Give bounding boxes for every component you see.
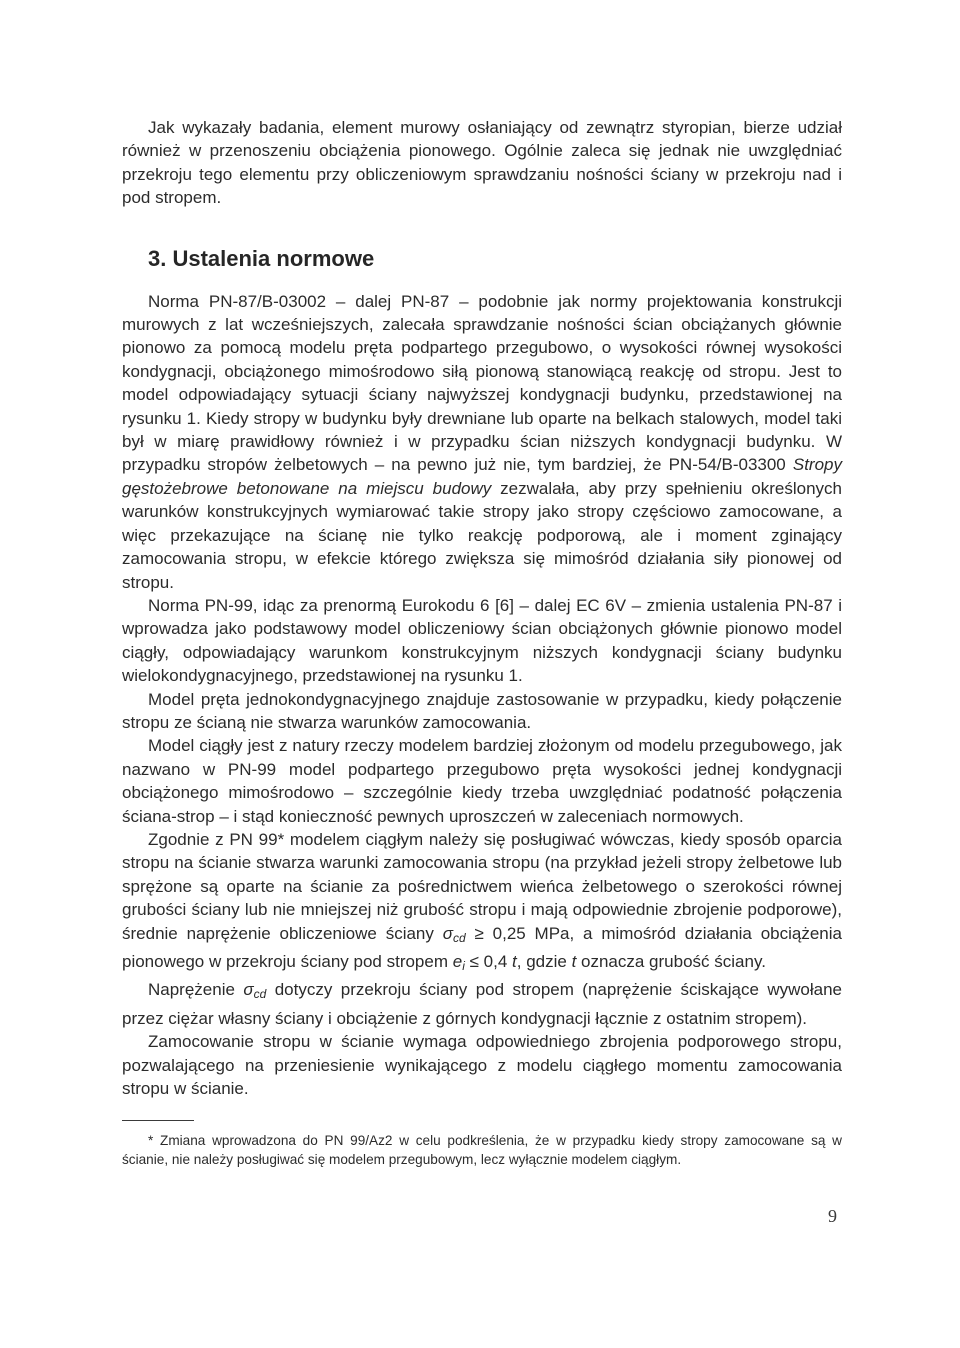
conditions-text-b: ≥ 0,25 MPa, a mimośród działania obciążenia pionowego w przekroju ściany pod stropem	[122, 923, 842, 971]
eccentricity-symbol: e	[452, 952, 463, 971]
paragraph-continuous-model-conditions	[122, 828, 842, 978]
stress-text-a: Naprężenie	[148, 980, 244, 1000]
eccentricity-subscript: i	[462, 959, 465, 973]
paragraph-fixing-reinforcement: Zamocowanie stropu w ścianie wymaga odpowiedniego zbrojenia podporowego stropu, pozwalającego na przeniesienie wynikającego z modelu ciągłego momentu zamocowania stropu w ścianie.	[122, 1032, 842, 1099]
sigma-symbol-2: σ	[243, 980, 254, 1000]
thickness-symbol: t	[512, 952, 517, 971]
paragraph-stress-definition	[122, 978, 842, 1030]
thickness-symbol-2: t	[571, 952, 577, 971]
sigma-subscript: cd	[452, 930, 466, 945]
conditions-text-e: oznacza grubość ściany.	[576, 952, 766, 971]
footnote-divider	[122, 1120, 194, 1121]
standard-title-italic: Stropy gęstożebrowe betonowane na miejscu budowy	[122, 455, 842, 498]
paragraph-pn99: Norma PN-99, idąc za prenormą Eurokodu 6 [6] – dalej EC 6V – zmienia ustalenia PN-87 i wprowadza jako podstawowy model obliczeniowy ścian obciążonych głównie pionowo model ciągły, odpowiadający warunkom konstrukcyjnym niższych kondygnacji ściany budynku wielokondygnacyjnego, przedstawionej na rysunku 1.	[122, 595, 842, 686]
paragraph-single-storey-model: Model pręta jednokondygnacyjnego znajduje zastosowanie w przypadku, kiedy połączenie stropu ze ścianą nie stwarza warunków zamocowania.	[122, 689, 842, 732]
stress-text-b: dotyczy przekroju ściany pod stropem (naprężenie ściskające wywołane przez ciężar własny ściany i obciążenie z górnych kondygnacji łącznie z ostatnim stropem).	[122, 980, 842, 1028]
paragraph-continuous-model: Model ciągły jest z natury rzeczy modelem bardziej złożonym od modelu przegubowego, jak nazwano w PN-99 model podpartego przegubowo pręta wysokości jednej kondygnacji obciążonego mimośrodowo – szczególnie kiedy trzeba uwzględniać podatność połączenia ściana-strop – i stąd konieczność pewnych uproszczeń w zaleceniach normowych.	[122, 736, 842, 826]
paragraph-pn87-text-a: Norma PN-87/B-03002 – dalej PN-87 – podobnie jak normy projektowania konstrukcji murowych z lat wcześniejszych, zalecała sprawdzanie nośności ścian obciążanych głównie pionowo za pomocą modelu pręta podpartego przegubowo, o wysokości równej wysokości kondygnacji, obciążonego mimośrodowo siłą pionową stanowiącą reakcję od stropu. Jest to model odpowiadający sytuacji ściany najwyższej kondygnacji budynku, przedstawionej na rysunku 1. Kiedy stropy w budynku były drewniane lub oparte na belkach stalowych, model taki był w miarę prawidłowy również i w przypadku ścian niższych kondygnacji budynku. W przypadku stropów żelbetowych – na pewno już nie, tym bardziej, że PN-54/B-03300	[122, 291, 842, 475]
conditions-text-c: ≤ 0,4	[464, 952, 513, 971]
footnote: * Zmiana wprowadzona do PN 99/Az2 w celu podkreślenia, że w przypadku kiedy stropy zamocowane są w ścianie, nie należy posługiwać się modelem przegubowym, lecz wyłącznie modelem ciągłym.	[122, 1133, 842, 1168]
conditions-text-d: , gdzie	[516, 952, 572, 971]
paragraph-pn87	[122, 290, 842, 594]
intro-paragraph: Jak wykazały badania, element murowy osłaniający od zewnątrz styropian, bierze udział również w przenoszeniu obciążenia pionowego. Ogólnie zaleca się jednak nie uwzględniać przekroju tego elementu przy obliczeniowym sprawdzaniu nośności ściany w przekroju nad i pod stropem.	[122, 118, 842, 208]
conditions-text-a: Zgodnie z PN 99* modelem ciągłym należy się posługiwać wówczas, kiedy sposób oparcia stropu na ścianie stwarza warunki zamocowania stropu (na przykład jeżeli stropy żelbetowe lub sprężone są oparte na ścianie za pośrednictwem wieńca żelbetowego o szerokości równej grubości ściany lub nie mniejszej niż grubość stropu i mają odpowiednie zbrojenie podporowe), średnie naprężenie obliczeniowe ściany	[122, 829, 842, 943]
page-number: 9	[828, 1206, 837, 1226]
paragraph-pn87-text-b: zezwalała, aby przy spełnieniu określonych warunków konstrukcyjnych wymiarować takie stropy jako stropy częściowo zamocowane, a więc przekazujące na ścianę nie tylko reakcję podporową, ale i moment zginający zamocowania stropu, w efekcie którego zwiększa się mimośród działania siły pionowej od stropu.	[122, 478, 842, 592]
sigma-subscript-2: cd	[253, 987, 267, 1002]
document-page	[122, 116, 842, 1169]
sigma-symbol: σ	[442, 923, 453, 943]
section-heading: 3. Ustalenia normowe	[148, 245, 375, 271]
